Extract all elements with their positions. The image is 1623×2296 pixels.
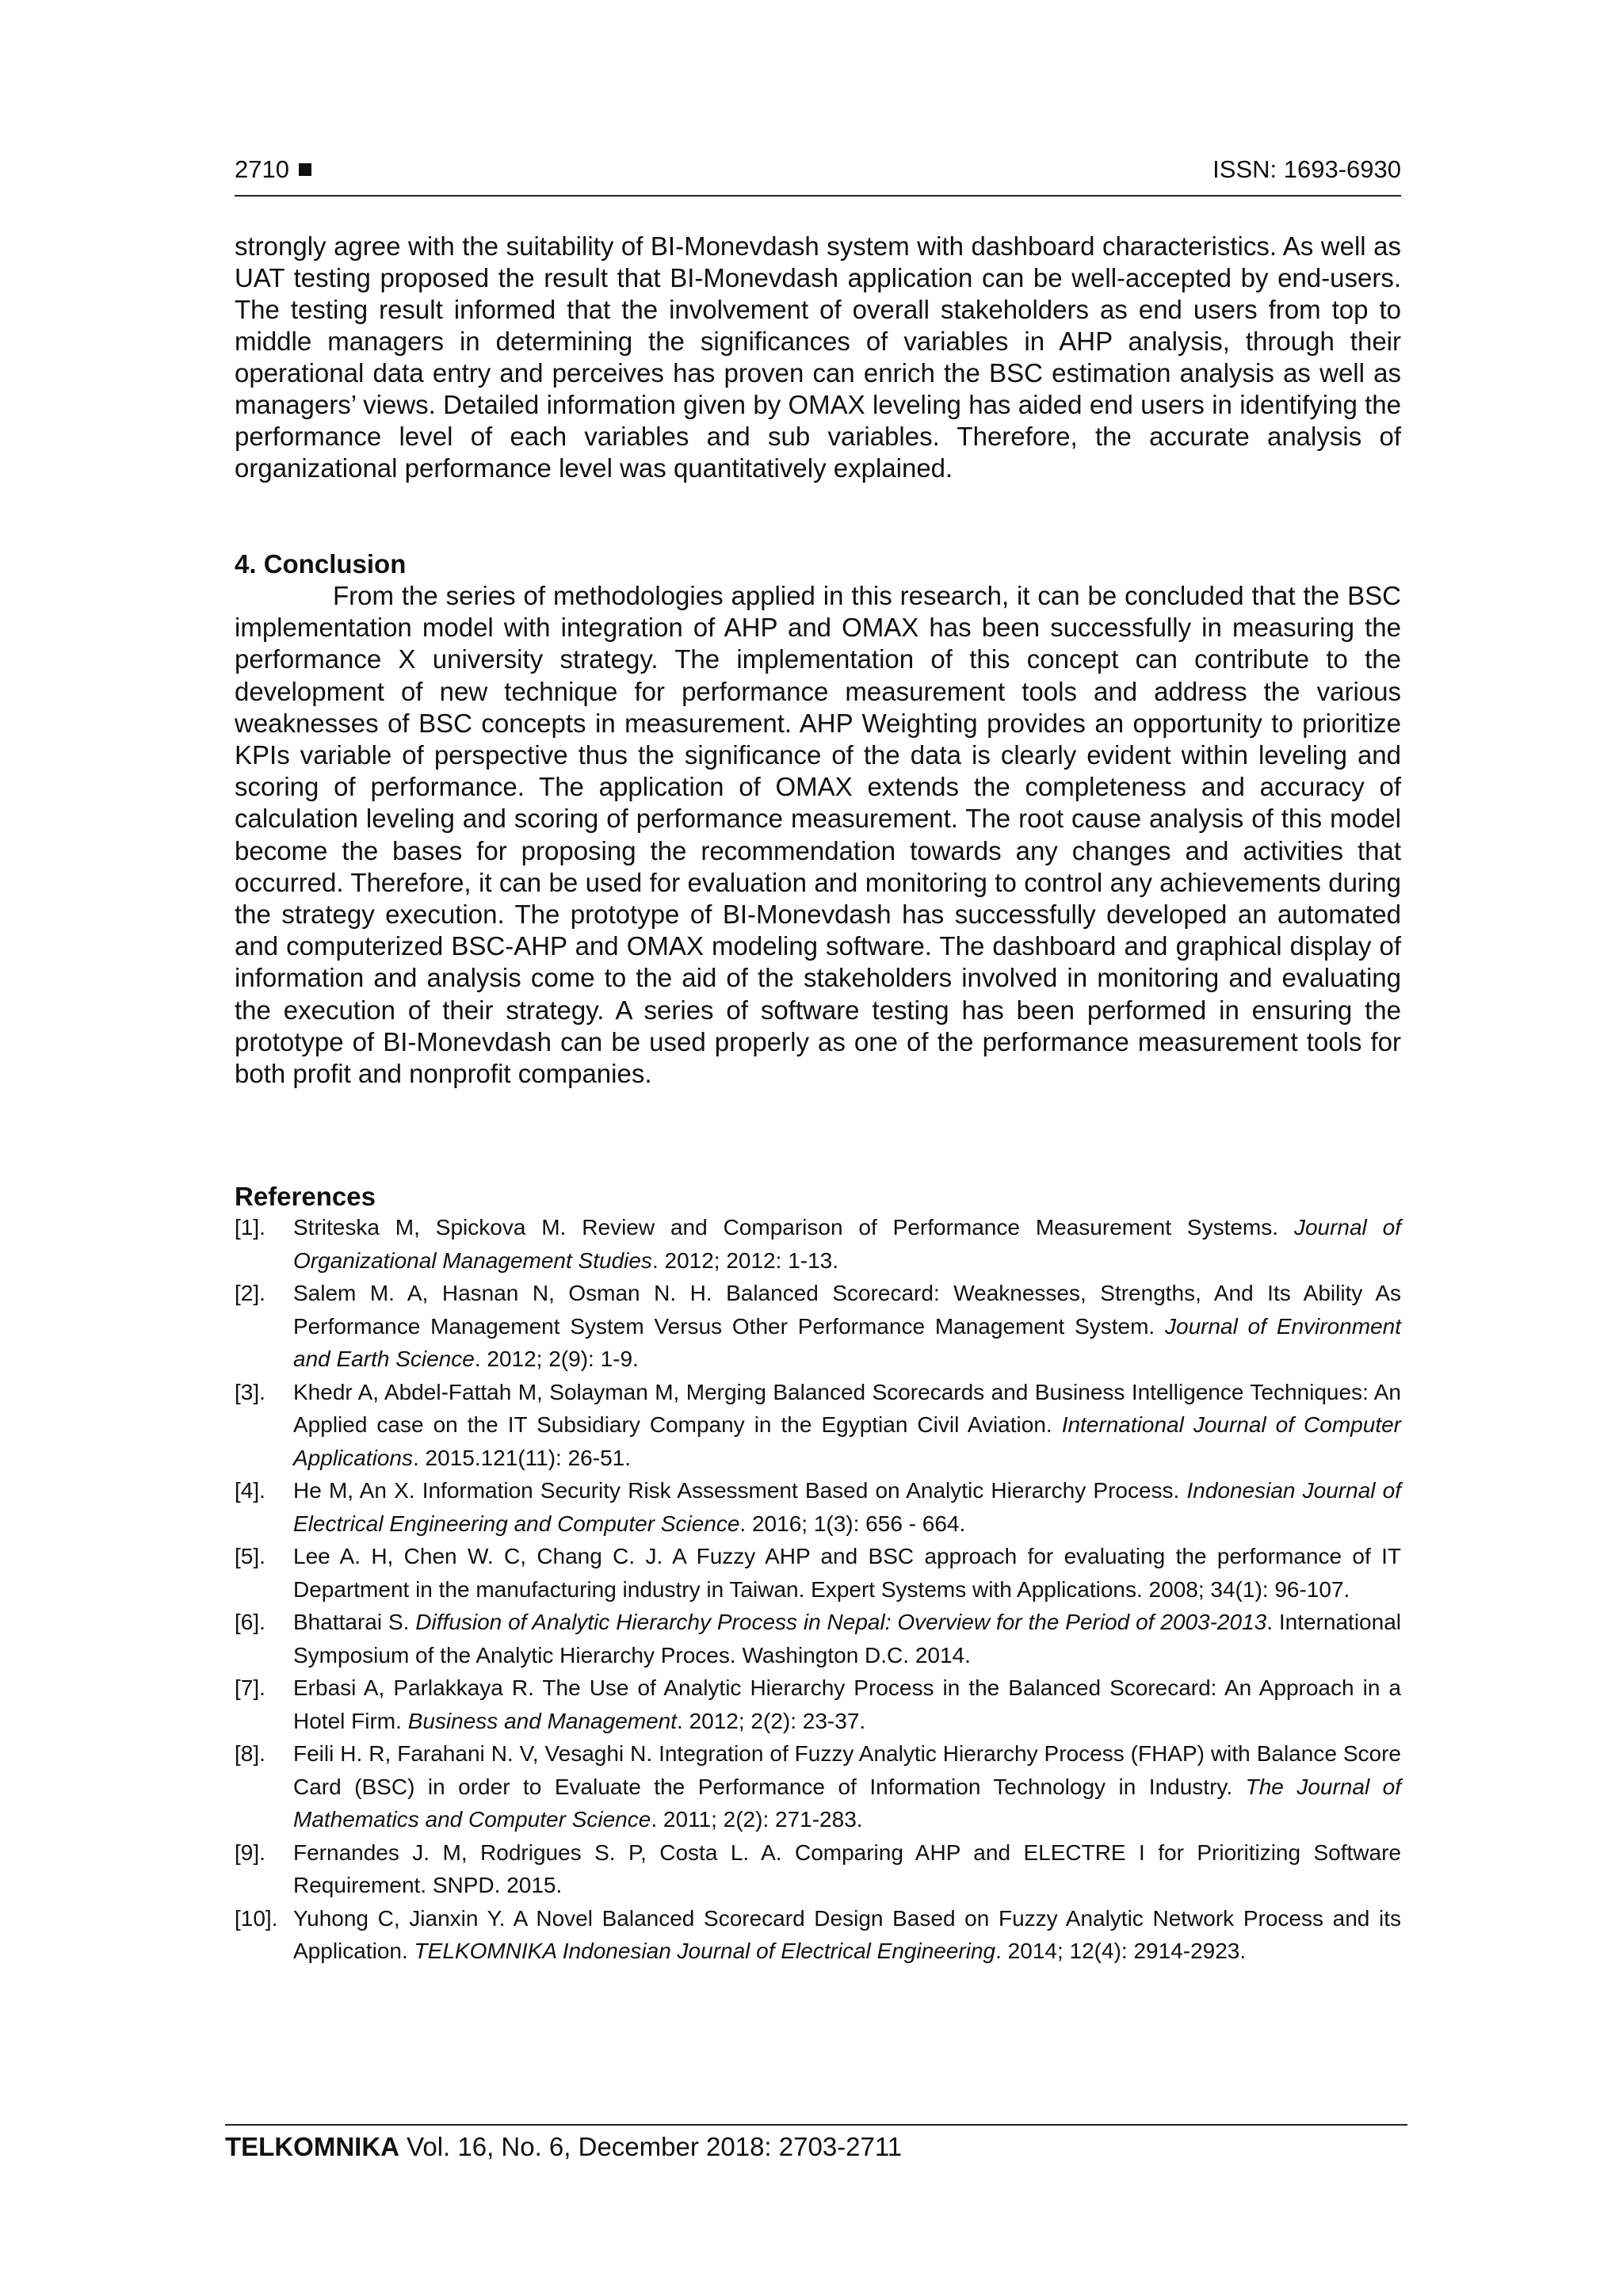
reference-number: [7]. (235, 1675, 265, 1700)
reference-item: [10]. Yuhong C, Jianxin Y. A Novel Balanced Scorecard Design Based on Fuzzy Analytic Network Process and its Application. TELKOMNIKA Indonesian Journal of Electrical Engineering. 2014; 12(4): 2914-2923. (235, 1902, 1401, 1968)
page-footer (225, 2124, 1407, 2162)
reference-item: [3]. Khedr A, Abdel-Fattah M, Solayman M, Merging Balanced Scorecards and Business Intelligence Techniques: An Applied case on the IT Subsidiary Company in the Egyptian Civil Aviation. International Journal of Computer Applications. 2015.121(11): 26-51. (235, 1376, 1401, 1475)
page-number: 2710 (235, 155, 311, 184)
conclusion-heading: 4. Conclusion (235, 549, 407, 579)
reference-item: [7]. Erbasi A, Parlakkaya R. The Use of Analytic Hierarchy Process in the Balanced Scorecard: An Approach in a Hotel Firm. Business and Management. 2012; 2(2): 23-37. (235, 1671, 1401, 1737)
references-heading: References (235, 1182, 376, 1211)
reference-number: [8]. (235, 1741, 265, 1766)
conclusion-paragraph: From the series of methodologies applied in this research, it can be concluded that the BSC implementation model with integration of AHP and OMAX has been successfully in measuring the performance X university strategy. The implementation of this concept can contribute to the development of new technique for performance measurement tools and address the various weaknesses of BSC concepts in measurement. AHP Weighting provides an opportunity to prioritize KPIs variable of perspective thus the significance of the data is clearly evident within leveling and scoring of performance. The application of OMAX extends the completeness and accuracy of calculation leveling and scoring of performance measurement. The root cause analysis of this model become the bases for proposing the recommendation towards any changes and activities that occurred. Therefore, it can be used for evaluation and monitoring to control any achievements during the strategy execution. The prototype of BI-Monevdash has successfully developed an automated and computerized BSC-AHP and OMAX modeling software. The dashboard and graphical display of information and analysis come to the aid of the stakeholders involved in monitoring and evaluating the execution of their strategy. A series of software testing has been performed in ensuring the prototype of BI-Monevdash can be used properly as one of the performance measurement tools for both profit and nonprofit companies. (235, 581, 1401, 1089)
reference-number: [10]. (235, 1905, 278, 1931)
reference-item: [5]. Lee A. H, Chen W. C, Chang C. J. A Fuzzy AHP and BSC approach for evaluating the performance of IT Department in the manufacturing industry in Taiwan. Expert Systems with Applications. 2008; 34(1): 96-107. (235, 1540, 1401, 1606)
footer-citation: Vol. 16, No. 6, December 2018: 2703-2711 (407, 2132, 903, 2161)
reference-item: [4]. He M, An X. Information Security Risk Assessment Based on Analytic Hierarchy Process. Indonesian Journal of Electrical Engineering and Computer Science. 2016; 1(3): 656 - 664. (235, 1474, 1401, 1540)
square-bullet-icon (299, 163, 311, 176)
page-header (235, 155, 1401, 197)
reference-item: [8]. Feili H. R, Farahani N. V, Vesaghi N. Integration of Fuzzy Analytic Hierarchy Process (FHAP) with Balance Score Card (BSC) in order to Evaluate the Performance of Information Technology in Industry. The Journal of Mathematics and Computer Science. 2011; 2(2): 271-283. (235, 1737, 1401, 1836)
references-list (235, 1211, 1401, 1968)
reference-number: [3]. (235, 1379, 265, 1404)
intro-paragraph: strongly agree with the suitability of BI-Monevdash system with dashboard characteristics. As well as UAT testing proposed the result that BI-Monevdash application can be well-accepted by end-users. The testing result informed that the involvement of overall stakeholders as end users from top to middle managers in determining the significances of variables in AHP analysis, through their operational data entry and perceives has proven can enrich the BSC estimation analysis as well as managers’ views. Detailed information given by OMAX leveling has aided end users in identifying the performance level of each variables and sub variables. Therefore, the accurate analysis of organizational performance level was quantitatively explained. (235, 231, 1401, 483)
reference-item: [6]. Bhattarai S. Diffusion of Analytic Hierarchy Process in Nepal: Overview for the Period of 2003-2013. International Symposium of the Analytic Hierarchy Proces. Washington D.C. 2014. (235, 1606, 1401, 1671)
reference-number: [6]. (235, 1610, 265, 1634)
reference-item: [9]. Fernandes J. M, Rodrigues S. P, Costa L. A. Comparing AHP and ELECTRE I for Prioritizing Software Requirement. SNPD. 2015. (235, 1836, 1401, 1902)
reference-number: [1]. (235, 1215, 265, 1240)
footer-journal-name: TELKOMNIKA (225, 2132, 399, 2161)
issn-label: ISSN: 1693-6930 (1212, 155, 1401, 183)
reference-item: [2]. Salem M. A, Hasnan N, Osman N. H. Balanced Scorecard: Weaknesses, Strengths, And Its Ability As Performance Management System Versus Other Performance Management System. Journal of Environment and Earth Science. 2012; 2(9): 1-9. (235, 1277, 1401, 1376)
reference-item: [1]. Striteska M, Spickova M. Review and Comparison of Performance Measurement Systems. Journal of Organizational Management Studies. 2012; 2012: 1-13. (235, 1211, 1401, 1277)
reference-number: [2]. (235, 1281, 265, 1305)
reference-number: [4]. (235, 1478, 265, 1503)
reference-number: [5]. (235, 1544, 265, 1568)
reference-number: [9]. (235, 1839, 265, 1865)
